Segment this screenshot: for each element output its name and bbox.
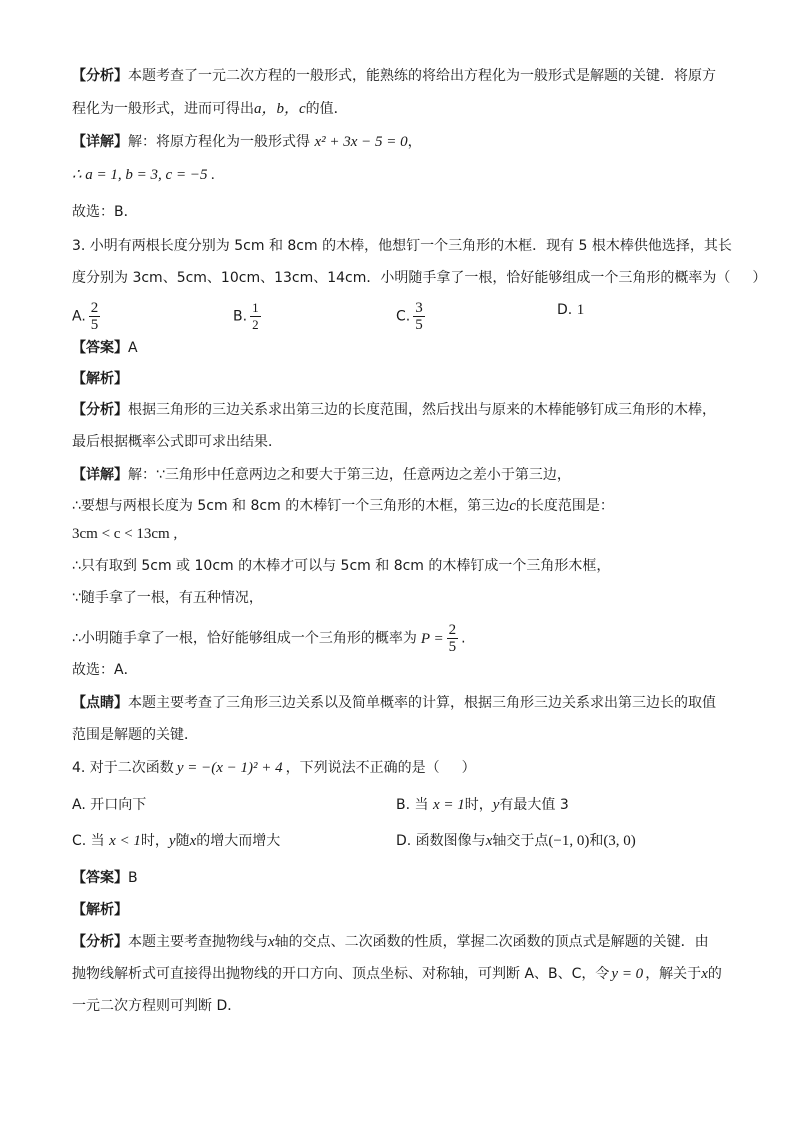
option-c: C. $\frac{3}{5}$ (396, 300, 423, 333)
question-4-stem: 4. 对于二次函数 y = −(x − 1)² + 4 ，下列说法不正确的是（ ） (72, 760, 476, 776)
answer-tag: 【答案】 (72, 340, 128, 356)
answer-line: 【答案】B (72, 870, 138, 886)
therefore-line: ∴ a = 1, b = 3, c = −5 . (72, 167, 215, 183)
detail-line: 【详解】解：将原方程化为一般形式得 x² + 3x − 5 = 0， (72, 134, 422, 150)
choice-line: 故选：B． (72, 204, 138, 220)
fraction: $\frac{2}{5}$ (90, 300, 99, 333)
fraction: $\frac{2}{5}$ (448, 622, 457, 655)
jiexi-tag: 【解析】 (72, 371, 128, 387)
q3-detail-5: ∵随手拿了一根，有五种情况， (72, 590, 263, 606)
jiexi-tag: 【解析】 (72, 902, 128, 918)
q3-choice: 故选：A． (72, 662, 138, 678)
option-c: C. 当 x < 1时，y随x的增大而增大 (72, 833, 281, 849)
q3-detail-6: ∴小明随手拿了一根，恰好能够组成一个三角形的概率为 P = $\frac{2}{5}$ . (72, 622, 466, 655)
answer-line: 【答案】A (72, 340, 138, 356)
fraction: $\frac{1}{2}$ (252, 300, 259, 332)
q3-analysis-1: 【分析】根据三角形的三边关系求出第三边的长度范围，然后找出与原来的木棒能够钉成三角形的木棒， (72, 402, 716, 418)
q3-detail-2: ∴要想与两根长度为 5cm 和 8cm 的木棒钉一个三角形的木框，第三边c的长度范围是： (72, 498, 614, 514)
option-d: D. 1 (557, 302, 585, 318)
detail-tag: 【详解】 (72, 134, 128, 150)
question-3-stem-1: 3. 小明有两根长度分别为 5cm 和 8cm 的木棒，他想钉一个三角形的木框．现有 5 根木棒供他选择，其长 (72, 238, 732, 254)
q3-detail-1: 【详解】解：∵三角形中任意两边之和要大于第三边，任意两边之差小于第三边， (72, 467, 571, 483)
option-d: D. 函数图像与x轴交于点(−1, 0)和(3, 0) (396, 833, 636, 849)
q3-analysis-2: 最后根据概率公式即可求出结果． (72, 434, 282, 450)
q3-detail-4: ∴只有取到 5cm 或 10cm 的木棒才可以与 5cm 和 8cm 的木棒钉成一个三角形木框， (72, 558, 611, 574)
option-a: A. 开口向下 (72, 797, 147, 813)
option-b: B. $\frac{1}{2}$ (233, 300, 259, 332)
q3-detail-3: 3cm < c < 13cm , (72, 526, 178, 542)
analysis-tag: 【分析】 (72, 68, 128, 84)
option-a: A. $\frac{2}{5}$ (72, 300, 99, 333)
question-3-stem-2: 度分别为 3cm、5cm、10cm、13cm、14cm．小明随手拿了一根，恰好能够组成一个三角形的概率为（ ） (72, 270, 767, 286)
analysis-line-2: 程化为一般形式，进而可得出a，b，c的值． (72, 101, 348, 117)
q4-analysis-1: 【分析】本题主要考查抛物线与x轴的交点、二次函数的性质，掌握二次函数的顶点式是解题的关键．由 (72, 934, 709, 950)
option-b: B. 当 x = 1时，y有最大值 3 (396, 797, 569, 813)
q3-comment-2: 范围是解题的关键． (72, 727, 198, 743)
analysis-line-1: 【分析】本题考查了一元二次方程的一般形式，能熟练的将给出方程化为一般形式是解题的关键．将原方 (72, 68, 716, 84)
q4-analysis-3: 一元二次方程则可判断 D． (72, 998, 242, 1014)
q3-comment-1: 【点睛】本题主要考查了三角形三边关系以及简单概率的计算，根据三角形三边关系求出第三边长的取值 (72, 695, 716, 711)
fraction: $\frac{3}{5}$ (415, 300, 423, 333)
q4-analysis-2: 抛物线解析式可直接得出抛物线的开口方向、顶点坐标、对称轴，可判断 A、B、C，令 y = 0 ，解关于x的 (72, 966, 722, 982)
